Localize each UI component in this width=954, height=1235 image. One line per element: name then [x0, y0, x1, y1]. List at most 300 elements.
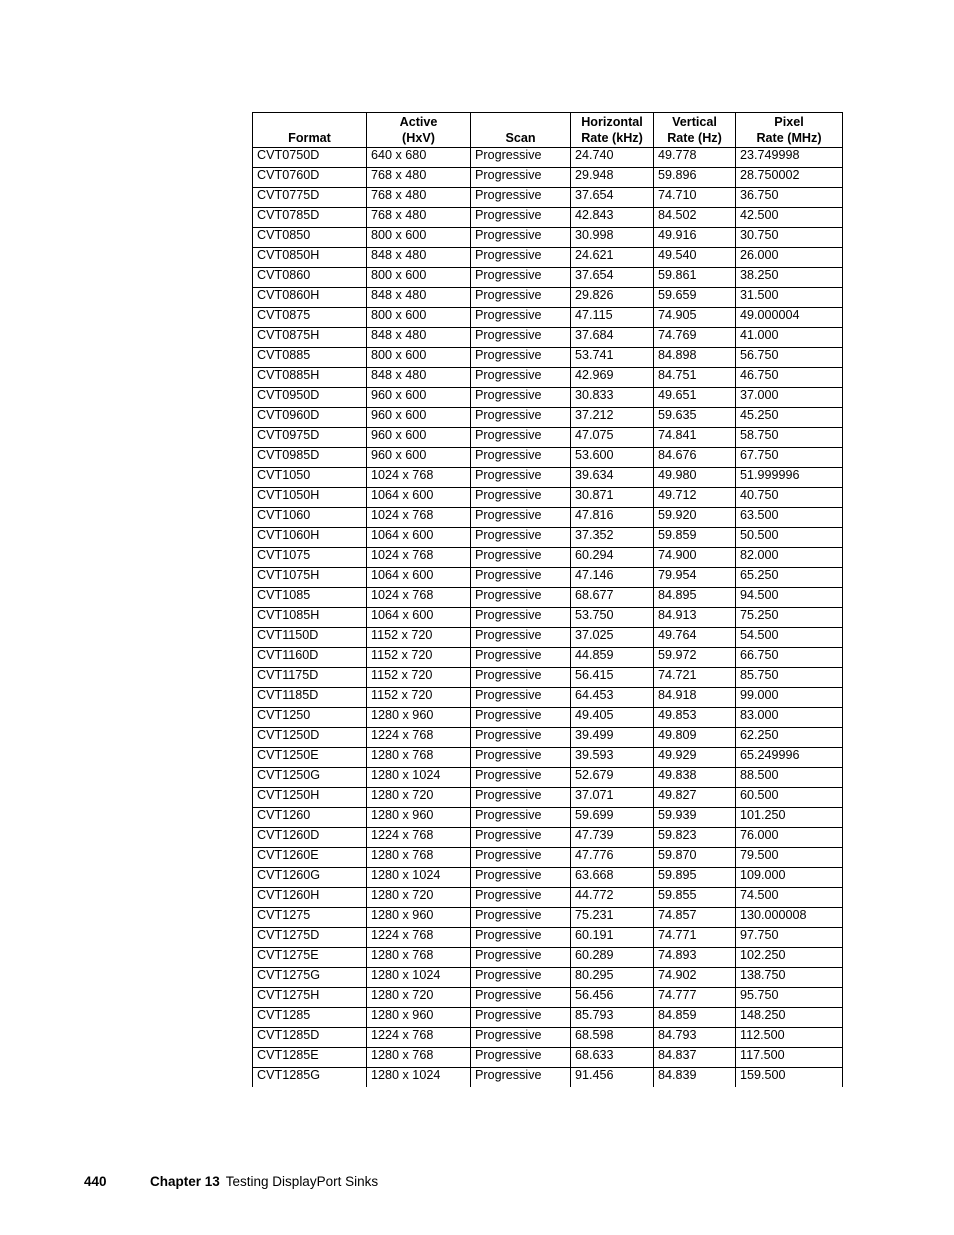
page-number: 440	[84, 1174, 107, 1189]
cell-format: CVT1275	[253, 908, 367, 928]
header-format: Format	[253, 113, 367, 148]
cell-pixel-rate: 112.500	[736, 1028, 843, 1048]
cell-vertical-rate: 49.929	[654, 748, 736, 768]
cell-vertical-rate: 84.502	[654, 208, 736, 228]
cell-vertical-rate: 49.540	[654, 248, 736, 268]
cell-scan: Progressive	[471, 188, 571, 208]
cell-active: 960 x 600	[367, 388, 471, 408]
cell-horizontal-rate: 60.294	[571, 548, 654, 568]
cell-scan: Progressive	[471, 1068, 571, 1088]
cell-format: CVT1075H	[253, 568, 367, 588]
header-horizontal-rate: Horizontal Rate (kHz)	[571, 113, 654, 148]
cell-format: CVT1285G	[253, 1068, 367, 1088]
cell-horizontal-rate: 47.115	[571, 308, 654, 328]
header-active: Active (HxV)	[367, 113, 471, 148]
cell-pixel-rate: 138.750	[736, 968, 843, 988]
cell-vertical-rate: 59.823	[654, 828, 736, 848]
table-row	[253, 908, 843, 928]
cell-pixel-rate: 101.250	[736, 808, 843, 828]
cell-horizontal-rate: 29.826	[571, 288, 654, 308]
table-row	[253, 268, 843, 288]
table-row	[253, 388, 843, 408]
cell-horizontal-rate: 37.212	[571, 408, 654, 428]
cell-vertical-rate: 59.870	[654, 848, 736, 868]
cell-active: 1280 x 768	[367, 748, 471, 768]
table-row	[253, 788, 843, 808]
cell-pixel-rate: 62.250	[736, 728, 843, 748]
cell-pixel-rate: 60.500	[736, 788, 843, 808]
cell-scan: Progressive	[471, 848, 571, 868]
cell-active: 960 x 600	[367, 448, 471, 468]
cell-scan: Progressive	[471, 688, 571, 708]
cell-pixel-rate: 31.500	[736, 288, 843, 308]
cell-pixel-rate: 83.000	[736, 708, 843, 728]
cell-pixel-rate: 99.000	[736, 688, 843, 708]
table-row	[253, 608, 843, 628]
table-row	[253, 428, 843, 448]
cell-horizontal-rate: 63.668	[571, 868, 654, 888]
table-row	[253, 208, 843, 228]
cell-vertical-rate: 59.855	[654, 888, 736, 908]
cell-pixel-rate: 85.750	[736, 668, 843, 688]
table-row	[253, 248, 843, 268]
cell-scan: Progressive	[471, 468, 571, 488]
table-row	[253, 668, 843, 688]
cell-horizontal-rate: 37.352	[571, 528, 654, 548]
cell-scan: Progressive	[471, 968, 571, 988]
cell-format: CVT1060	[253, 508, 367, 528]
cell-format: CVT0875H	[253, 328, 367, 348]
table-row	[253, 848, 843, 868]
cell-vertical-rate: 49.827	[654, 788, 736, 808]
cell-active: 848 x 480	[367, 248, 471, 268]
cell-vertical-rate: 59.861	[654, 268, 736, 288]
cell-format: CVT0760D	[253, 168, 367, 188]
cell-pixel-rate: 63.500	[736, 508, 843, 528]
cell-horizontal-rate: 30.871	[571, 488, 654, 508]
cell-scan: Progressive	[471, 548, 571, 568]
cell-format: CVT1275E	[253, 948, 367, 968]
cell-vertical-rate: 49.980	[654, 468, 736, 488]
cell-format: CVT1260E	[253, 848, 367, 868]
cell-scan: Progressive	[471, 328, 571, 348]
cell-scan: Progressive	[471, 448, 571, 468]
cell-active: 1280 x 1024	[367, 868, 471, 888]
table-row	[253, 648, 843, 668]
cell-scan: Progressive	[471, 388, 571, 408]
cell-scan: Progressive	[471, 288, 571, 308]
cell-active: 1224 x 768	[367, 1028, 471, 1048]
table-row	[253, 508, 843, 528]
cell-horizontal-rate: 37.684	[571, 328, 654, 348]
cell-pixel-rate: 42.500	[736, 208, 843, 228]
cell-active: 800 x 600	[367, 228, 471, 248]
table-row	[253, 468, 843, 488]
cell-scan: Progressive	[471, 1028, 571, 1048]
cell-pixel-rate: 36.750	[736, 188, 843, 208]
cell-pixel-rate: 117.500	[736, 1048, 843, 1068]
cell-pixel-rate: 159.500	[736, 1068, 843, 1088]
table-row	[253, 888, 843, 908]
cell-pixel-rate: 109.000	[736, 868, 843, 888]
cell-active: 848 x 480	[367, 368, 471, 388]
cell-pixel-rate: 75.250	[736, 608, 843, 628]
cell-horizontal-rate: 44.772	[571, 888, 654, 908]
cell-scan: Progressive	[471, 168, 571, 188]
cell-scan: Progressive	[471, 628, 571, 648]
cell-horizontal-rate: 47.146	[571, 568, 654, 588]
cell-format: CVT1260H	[253, 888, 367, 908]
cell-format: CVT0750D	[253, 148, 367, 168]
cell-pixel-rate: 97.750	[736, 928, 843, 948]
cell-vertical-rate: 59.896	[654, 168, 736, 188]
cell-scan: Progressive	[471, 508, 571, 528]
cell-format: CVT0960D	[253, 408, 367, 428]
table-row	[253, 988, 843, 1008]
cell-active: 1224 x 768	[367, 828, 471, 848]
cell-pixel-rate: 65.250	[736, 568, 843, 588]
table-row	[253, 768, 843, 788]
cell-vertical-rate: 74.902	[654, 968, 736, 988]
cell-vertical-rate: 84.676	[654, 448, 736, 468]
cell-scan: Progressive	[471, 708, 571, 728]
cell-format: CVT1260D	[253, 828, 367, 848]
cell-active: 848 x 480	[367, 328, 471, 348]
cell-format: CVT1050	[253, 468, 367, 488]
cell-active: 1152 x 720	[367, 648, 471, 668]
cell-scan: Progressive	[471, 928, 571, 948]
chapter-label: Chapter 13	[150, 1174, 220, 1189]
cell-horizontal-rate: 42.843	[571, 208, 654, 228]
cell-vertical-rate: 49.916	[654, 228, 736, 248]
cell-pixel-rate: 95.750	[736, 988, 843, 1008]
cell-vertical-rate: 59.859	[654, 528, 736, 548]
header-vertical-rate: Vertical Rate (Hz)	[654, 113, 736, 148]
cell-horizontal-rate: 68.677	[571, 588, 654, 608]
cell-vertical-rate: 49.853	[654, 708, 736, 728]
cell-format: CVT1275H	[253, 988, 367, 1008]
cell-vertical-rate: 59.895	[654, 868, 736, 888]
cell-active: 1024 x 768	[367, 508, 471, 528]
cell-active: 1280 x 768	[367, 948, 471, 968]
table-row	[253, 1008, 843, 1028]
table-row	[253, 928, 843, 948]
table-row	[253, 368, 843, 388]
cell-active: 1280 x 720	[367, 988, 471, 1008]
cell-active: 1024 x 768	[367, 468, 471, 488]
cell-vertical-rate: 49.764	[654, 628, 736, 648]
cell-scan: Progressive	[471, 148, 571, 168]
cell-horizontal-rate: 68.598	[571, 1028, 654, 1048]
cell-active: 1280 x 720	[367, 788, 471, 808]
cell-horizontal-rate: 68.633	[571, 1048, 654, 1068]
chapter-title: Testing DisplayPort Sinks	[225, 1174, 379, 1189]
cell-scan: Progressive	[471, 248, 571, 268]
cell-format: CVT0885	[253, 348, 367, 368]
cell-format: CVT1285E	[253, 1048, 367, 1068]
cell-pixel-rate: 56.750	[736, 348, 843, 368]
cell-vertical-rate: 59.635	[654, 408, 736, 428]
cell-scan: Progressive	[471, 208, 571, 228]
cell-vertical-rate: 49.778	[654, 148, 736, 168]
cell-scan: Progressive	[471, 408, 571, 428]
table-row	[253, 228, 843, 248]
cell-active: 1224 x 768	[367, 728, 471, 748]
table-row	[253, 188, 843, 208]
cell-pixel-rate: 74.500	[736, 888, 843, 908]
cell-vertical-rate: 84.913	[654, 608, 736, 628]
table-row	[253, 688, 843, 708]
cell-horizontal-rate: 52.679	[571, 768, 654, 788]
cell-vertical-rate: 74.905	[654, 308, 736, 328]
cell-vertical-rate: 74.777	[654, 988, 736, 1008]
cell-active: 640 x 680	[367, 148, 471, 168]
cell-scan: Progressive	[471, 568, 571, 588]
table-row	[253, 448, 843, 468]
cell-format: CVT0850H	[253, 248, 367, 268]
cell-active: 1064 x 600	[367, 608, 471, 628]
table-header-row	[253, 113, 843, 148]
table-row	[253, 828, 843, 848]
cell-scan: Progressive	[471, 888, 571, 908]
cell-format: CVT1185D	[253, 688, 367, 708]
table-row	[253, 968, 843, 988]
cell-horizontal-rate: 37.654	[571, 268, 654, 288]
table-row	[253, 168, 843, 188]
cell-active: 848 x 480	[367, 288, 471, 308]
cell-horizontal-rate: 37.025	[571, 628, 654, 648]
cell-horizontal-rate: 56.456	[571, 988, 654, 1008]
cell-active: 1152 x 720	[367, 628, 471, 648]
cell-horizontal-rate: 60.289	[571, 948, 654, 968]
cell-format: CVT1260G	[253, 868, 367, 888]
cell-active: 768 x 480	[367, 168, 471, 188]
cell-format: CVT0785D	[253, 208, 367, 228]
cell-active: 800 x 600	[367, 308, 471, 328]
cell-format: CVT1250H	[253, 788, 367, 808]
cell-scan: Progressive	[471, 648, 571, 668]
cell-pixel-rate: 30.750	[736, 228, 843, 248]
cell-pixel-rate: 82.000	[736, 548, 843, 568]
cell-scan: Progressive	[471, 828, 571, 848]
cell-horizontal-rate: 47.739	[571, 828, 654, 848]
cell-pixel-rate: 46.750	[736, 368, 843, 388]
cell-pixel-rate: 88.500	[736, 768, 843, 788]
table-row	[253, 588, 843, 608]
cell-format: CVT1250G	[253, 768, 367, 788]
cell-format: CVT0985D	[253, 448, 367, 468]
cell-horizontal-rate: 80.295	[571, 968, 654, 988]
cell-vertical-rate: 74.857	[654, 908, 736, 928]
cell-active: 768 x 480	[367, 188, 471, 208]
table-row	[253, 628, 843, 648]
cell-scan: Progressive	[471, 488, 571, 508]
table-row	[253, 748, 843, 768]
cell-active: 1064 x 600	[367, 528, 471, 548]
table-row	[253, 1068, 843, 1088]
cell-pixel-rate: 40.750	[736, 488, 843, 508]
cell-pixel-rate: 148.250	[736, 1008, 843, 1028]
cell-horizontal-rate: 60.191	[571, 928, 654, 948]
cell-scan: Progressive	[471, 608, 571, 628]
cell-vertical-rate: 59.920	[654, 508, 736, 528]
cell-pixel-rate: 66.750	[736, 648, 843, 668]
timing-format-table	[252, 112, 843, 1087]
cell-pixel-rate: 79.500	[736, 848, 843, 868]
cell-format: CVT1260	[253, 808, 367, 828]
cell-horizontal-rate: 49.405	[571, 708, 654, 728]
cell-scan: Progressive	[471, 368, 571, 388]
cell-active: 1024 x 768	[367, 548, 471, 568]
cell-active: 1024 x 768	[367, 588, 471, 608]
table-row	[253, 868, 843, 888]
cell-format: CVT1150D	[253, 628, 367, 648]
cell-horizontal-rate: 24.740	[571, 148, 654, 168]
cell-horizontal-rate: 47.776	[571, 848, 654, 868]
cell-scan: Progressive	[471, 668, 571, 688]
cell-format: CVT1250E	[253, 748, 367, 768]
cell-active: 800 x 600	[367, 268, 471, 288]
cell-scan: Progressive	[471, 308, 571, 328]
cell-vertical-rate: 84.918	[654, 688, 736, 708]
cell-pixel-rate: 76.000	[736, 828, 843, 848]
cell-horizontal-rate: 29.948	[571, 168, 654, 188]
cell-active: 1152 x 720	[367, 688, 471, 708]
cell-scan: Progressive	[471, 908, 571, 928]
table-row	[253, 808, 843, 828]
cell-pixel-rate: 94.500	[736, 588, 843, 608]
cell-active: 1280 x 768	[367, 1048, 471, 1068]
cell-horizontal-rate: 75.231	[571, 908, 654, 928]
cell-vertical-rate: 84.895	[654, 588, 736, 608]
cell-vertical-rate: 49.712	[654, 488, 736, 508]
cell-vertical-rate: 84.751	[654, 368, 736, 388]
cell-scan: Progressive	[471, 528, 571, 548]
cell-horizontal-rate: 24.621	[571, 248, 654, 268]
cell-format: CVT1075	[253, 548, 367, 568]
cell-active: 1280 x 1024	[367, 768, 471, 788]
cell-active: 960 x 600	[367, 408, 471, 428]
cell-horizontal-rate: 59.699	[571, 808, 654, 828]
cell-vertical-rate: 84.839	[654, 1068, 736, 1088]
cell-pixel-rate: 54.500	[736, 628, 843, 648]
cell-scan: Progressive	[471, 988, 571, 1008]
cell-vertical-rate: 74.900	[654, 548, 736, 568]
cell-vertical-rate: 74.841	[654, 428, 736, 448]
cell-scan: Progressive	[471, 808, 571, 828]
page-footer	[84, 1174, 378, 1190]
cell-vertical-rate: 49.809	[654, 728, 736, 748]
cell-horizontal-rate: 53.600	[571, 448, 654, 468]
cell-horizontal-rate: 42.969	[571, 368, 654, 388]
table-row	[253, 1028, 843, 1048]
cell-vertical-rate: 49.838	[654, 768, 736, 788]
cell-vertical-rate: 74.771	[654, 928, 736, 948]
cell-active: 1280 x 960	[367, 808, 471, 828]
table-row	[253, 728, 843, 748]
cell-scan: Progressive	[471, 748, 571, 768]
cell-horizontal-rate: 53.741	[571, 348, 654, 368]
cell-horizontal-rate: 47.075	[571, 428, 654, 448]
cell-pixel-rate: 45.250	[736, 408, 843, 428]
cell-scan: Progressive	[471, 348, 571, 368]
table-row	[253, 488, 843, 508]
cell-format: CVT1085	[253, 588, 367, 608]
cell-format: CVT1175D	[253, 668, 367, 688]
cell-vertical-rate: 79.954	[654, 568, 736, 588]
cell-format: CVT1275G	[253, 968, 367, 988]
cell-scan: Progressive	[471, 588, 571, 608]
table-row	[253, 948, 843, 968]
cell-format: CVT0885H	[253, 368, 367, 388]
cell-vertical-rate: 84.859	[654, 1008, 736, 1028]
table-row	[253, 308, 843, 328]
table-row	[253, 148, 843, 168]
cell-active: 1280 x 960	[367, 1008, 471, 1028]
cell-vertical-rate: 59.939	[654, 808, 736, 828]
cell-vertical-rate: 84.898	[654, 348, 736, 368]
cell-scan: Progressive	[471, 268, 571, 288]
table-row	[253, 328, 843, 348]
cell-scan: Progressive	[471, 868, 571, 888]
cell-format: CVT1250D	[253, 728, 367, 748]
header-scan: Scan	[471, 113, 571, 148]
cell-vertical-rate: 74.721	[654, 668, 736, 688]
cell-format: CVT0875	[253, 308, 367, 328]
cell-pixel-rate: 49.000004	[736, 308, 843, 328]
cell-pixel-rate: 38.250	[736, 268, 843, 288]
cell-horizontal-rate: 91.456	[571, 1068, 654, 1088]
cell-horizontal-rate: 64.453	[571, 688, 654, 708]
cell-scan: Progressive	[471, 728, 571, 748]
cell-pixel-rate: 28.750002	[736, 168, 843, 188]
cell-active: 1152 x 720	[367, 668, 471, 688]
cell-format: CVT1250	[253, 708, 367, 728]
cell-horizontal-rate: 85.793	[571, 1008, 654, 1028]
cell-horizontal-rate: 39.634	[571, 468, 654, 488]
cell-horizontal-rate: 30.833	[571, 388, 654, 408]
cell-active: 1280 x 720	[367, 888, 471, 908]
cell-active: 1064 x 600	[367, 488, 471, 508]
cell-scan: Progressive	[471, 948, 571, 968]
cell-pixel-rate: 102.250	[736, 948, 843, 968]
cell-pixel-rate: 51.999996	[736, 468, 843, 488]
cell-format: CVT0850	[253, 228, 367, 248]
cell-vertical-rate: 84.837	[654, 1048, 736, 1068]
cell-scan: Progressive	[471, 428, 571, 448]
cell-horizontal-rate: 53.750	[571, 608, 654, 628]
cell-format: CVT0860H	[253, 288, 367, 308]
cell-horizontal-rate: 39.593	[571, 748, 654, 768]
cell-active: 1064 x 600	[367, 568, 471, 588]
cell-vertical-rate: 49.651	[654, 388, 736, 408]
cell-format: CVT1160D	[253, 648, 367, 668]
cell-pixel-rate: 65.249996	[736, 748, 843, 768]
cell-active: 1280 x 768	[367, 848, 471, 868]
cell-vertical-rate: 84.793	[654, 1028, 736, 1048]
cell-format: CVT0950D	[253, 388, 367, 408]
cell-horizontal-rate: 47.816	[571, 508, 654, 528]
cell-active: 1280 x 960	[367, 908, 471, 928]
cell-vertical-rate: 59.659	[654, 288, 736, 308]
cell-horizontal-rate: 37.654	[571, 188, 654, 208]
table-row	[253, 548, 843, 568]
cell-horizontal-rate: 56.415	[571, 668, 654, 688]
table-row	[253, 408, 843, 428]
cell-format: CVT1275D	[253, 928, 367, 948]
cell-format: CVT1060H	[253, 528, 367, 548]
cell-pixel-rate: 67.750	[736, 448, 843, 468]
